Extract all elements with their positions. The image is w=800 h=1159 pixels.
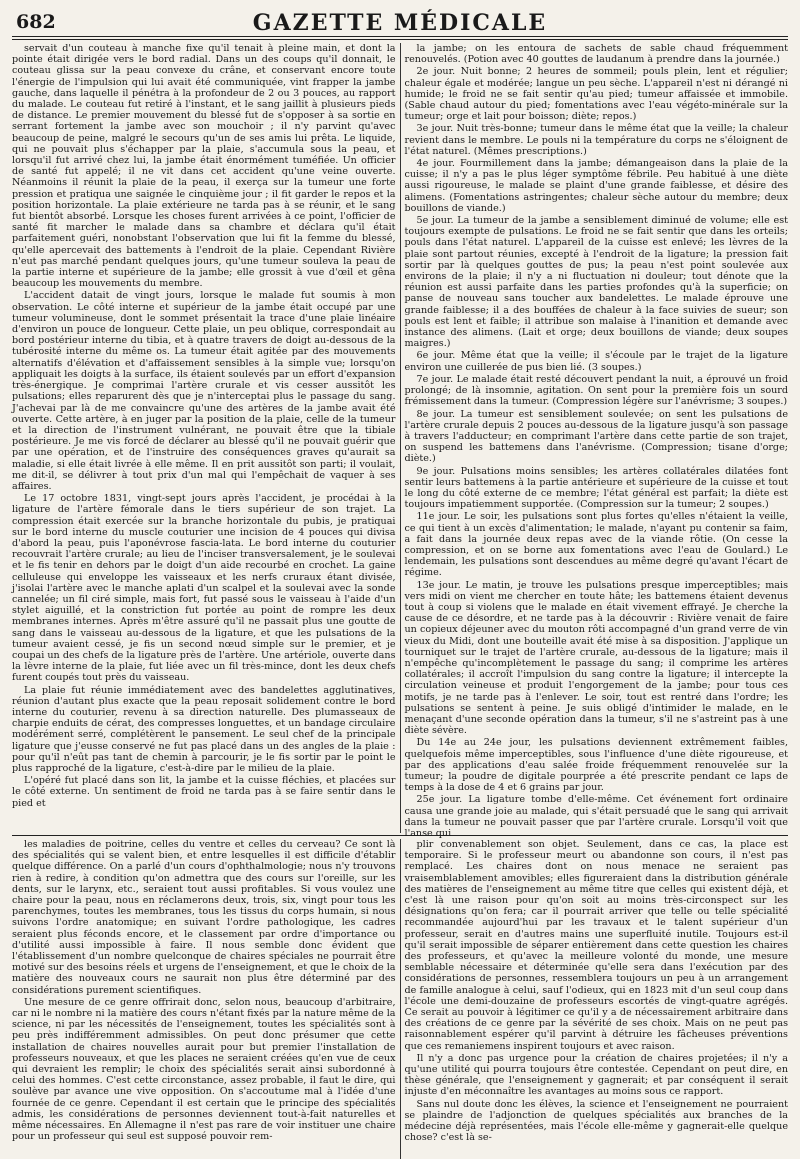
paragraph: 8e jour. La tumeur est sensiblement soulevée; on sent les pulsations de l'artère crurale depuis 2 pouces au-dessous de la ligature jusqu'à son passage à travers l'adducteur; en comprimant l'artère dans cette partie de son trajet, on suspend les battemens dans l'anévrisme. (Compression; tisane d'orge; diète.) (404, 408, 788, 465)
article-column-left (12, 43, 396, 833)
paragraph: Sans nul doute donc les élèves, la science et l'enseignement ne pourraient se plaindre de l'adjonction de quelques spécialités aux branches de la médecine déjà représentées, mais l'école elle-même y gagnerait-elle quelque chose? c'est là se- (404, 1098, 788, 1144)
column-divider (400, 839, 401, 1159)
feuilleton-column-left (12, 839, 396, 1159)
feuilleton-column-right (405, 839, 789, 1159)
paragraph: 6e jour. Même état que la veille; il s'écoule par le trajet de la ligature environ une cuillerée de pus bien lié. (3 soupes.) (404, 350, 788, 373)
paragraph: Du 14e au 24e jour, les pulsations deviennent extrêmement faibles, quelquefois même imperceptibles, sous l'influence d'une diète rigoureuse, et par des applications d'eau salée froide fréquemment renouvelée sur la tumeur; la poudre de digitale pourprée a été prescrite pendant ce laps de temps à la dose de 4 et 6 grains par jour. (404, 737, 788, 794)
article-section (12, 43, 788, 840)
paragraph: 25e jour. La ligature tombe d'elle-même. Cet événement fort ordinaire causa une grande joie au malade, qui s'était persuadé que le sang qui arrivait dans la tumeur ne pouvait passer que par l'artère crurale. Lorsqu'il voit que l'anse qui (404, 794, 788, 840)
paragraph: Une mesure de ce genre offrirait donc, selon nous, beaucoup d'arbitraire, car ni le nombre ni la matière des cours n'étant fixés par la nature même de la science, ni par les nécessités de l'enseignement, toutes les spécialités sont à peu près indifféremment admissibles. On peut donc présumer que cette installation de chaires nouvelles aurait pour but premier l'installation de professeurs nouveaux, et que les places ne seraient créées qu'en vue de ceux qui devraient les remplir; le choix des spécialités serait ainsi subordonné à celui des hommes. C'est cette circonstance, assez probable, il faut le dire, qui soulève par avance une vive opposition. On s'accoutume mal à l'idée d'une fournée de ce genre. Cependant il est certain que le principe des spécialités admis, les considérations de personnes deviennent tout-à-fait naturelles et même nécessaires. En Allemagne il n'est pas rare de voir instituer une chaire pour un professeur qui seul est supposé pouvoir rem- (12, 996, 396, 1143)
header-rule (12, 37, 788, 40)
paragraph: 4e jour. Fourmillement dans la jambe; démangeaison dans la plaie de la cuisse; il n'y a pas le plus léger symptôme fébrile. Peu habitué à une diète aussi rigoureuse, le malade se plaint d'une grande faiblesse, et désire des alimens. (Fomentations astringentes; chaleur sèche autour du membre; deux bouillons de viande.) (404, 158, 788, 214)
article-column-right (404, 43, 789, 840)
paragraph: 11e jour. Le soir, les pulsations sont plus fortes qu'elles n'étaient la veille, ce qui tient à un excès d'alimentation; le malade, n'ayant pu contenir sa faim, a fait dans la journée deux repas avec de la viande rôtie. (On cesse la compression, et on se borne aux fomentations avec l'eau de Goulard.) Le lendemain, les pulsations sont descendues au même degré qu'avant l'écart de régime. (404, 511, 788, 579)
feuilleton-section (12, 839, 788, 1159)
paragraph: les maladies de poitrine, celles du ventre et celles du cerveau? Ce sont là des spécialités qui se valent bien, et entre lesquelles il est difficile d'établir quelque différence. On a parlé d'un cours d'ophthalmologie; nous n'y trouvons rien à redire, à condition qu'on admettra que des cours sur l'oreille, sur les dents, sur le larynx, etc., seraient tout aussi profitables. Si vous voulez une chaire pour la peau, nous en réclamerons deux, trois, six, vingt pour tous les parenchymes, toutes les membranes, tous les tissus du corps humain, si nous suivons l'ordre anatomique; en suivant l'ordre pathologique, les cadres seraient plus féconds encore, et le classement par ordre d'importance ou d'utilité aussi impossible à faire. Il nous semble donc évident que l'établissement d'un nombre quelconque de chaires spéciales ne pourrait être motivé sur des besoins réels et urgens de l'enseignement, et que le choix de la matière des nouveaux cours ne saurait non plus être déterminé par des considérations purement scientifiques. (12, 839, 396, 996)
paragraph: plir convenablement son objet. Seulement, dans ce cas, la place est temporaire. Si le professeur meurt ou abandonne son cours, il n'est pas remplacé. Les chaires dont on nous menace ne seraient pas vraisemblablement amovibles; elles figureraient dans la distribution générale des matières de l'enseignement au même titre que celles qui existent déjà, et c'est là une raison pour qu'on soit au moins très-circonspect sur les désignations qu'on fera; car il pourrait arriver que telle ou telle spécialité recommandée aujourd'hui par les travaux et le talent supérieur d'un professeur, serait en d'autres mains une superfluité inutile. Toujours est-il qu'il serait impossible de séparer entièrement dans cette question les chaires des professeurs, et qu'avec la meilleure volonté du monde, une mesure semblable nécessaire et déterminée qu'elle sera dans l'exécution par des considérations de personnes, ressemblera toujours un peu à un arrangement de famille analogue à celui, sauf l'odieux, qui en 1823 mit d'un seul coup dans l'école une demi-douzaine de professeurs escortés de vingt-quatre agrégés. Ce serait au pouvoir à légitimer ce qu'il y a de nécessairement arbitraire dans des créations de ce genre par la sévérité de ses choix. Mais on ne peut pas raisonnablement espérer qu'il parvint à détruire les fâcheuses préventions que ces remaniemens inspirent toujours et avec raison. (404, 839, 788, 1052)
paragraph: 3e jour. Nuit très-bonne; tumeur dans le même état que la veille; la chaleur revient dans le membre. Le pouls ni la température du corps ne s'éloignent de l'état naturel. (Mêmes prescriptions.) (404, 123, 788, 157)
page-number: 682 (16, 11, 56, 33)
paragraph: 13e jour. Le matin, je trouve les pulsations presque imperceptibles; mais vers midi on vient me chercher en toute hâte; les battemens étaient devenus tout à coup si violens que le malade en était vivement effrayé. Je cherche la cause de ce désordre, et ne tarde pas à la découvrir : Rivière venait de faire un copieux déjeuner avec du mouton rôti accompagné d'un grand verre de vin vieux du Midi, dont une bouteille avait été mise à sa disposition. J'applique un tourniquet sur le trajet de l'artère crurale, au-dessous de la ligature; mais il n'empêche qu'incomplètement le passage du sang; il comprime les artères collatérales; il accroît l'impulsion du sang contre la ligature; il intercepte la circulation veineuse et produit l'engorgement de la jambe; pour tous ces motifs, je ne tarde pas à l'enlever. Le soir, tout est rentré dans l'ordre; les pulsations se sentent à peine. Je suis obligé d'intimider le malade, en le menaçant d'une seconde opération dans la tumeur, s'il ne s'astreint pas à une diète sévère. (404, 579, 788, 737)
paragraph: L'opéré fut placé dans son lit, la jambe et la cuisse fléchies, et placées sur le côté externe. Un sentiment de froid ne tarda pas à se faire sentir dans le pied et (12, 775, 396, 809)
paragraph: 7e jour. Le malade était resté découvert pendant la nuit, a éprouvé un froid prolongé; de là insomnie, agitation. On sent pour la première fois un sourd frémissement dans la tumeur. (Compression légère sur l'anévrisme; 3 soupes.) (404, 373, 788, 408)
page-header (12, 10, 788, 37)
paragraph: Le 17 octobre 1831, vingt-sept jours après l'accident, je procédai à la ligature de l'artère fémorale dans le tiers supérieur de son trajet. La compression était exercée sur la branche horizontale du pubis, je pratiquai sur le bord interne du muscle couturier une incision de 4 pouces qui divisa d'abord la peau, puis l'aponévrose fascia-lata. Le bord interne du couturier recouvrait l'artère crurale; au lieu de l'inciser transversalement, je le soulevai et le fis tenir en dehors par le doigt d'un aide recourbé en crochet. La gaine celluleuse qui enveloppe les vaisseaux et les nerfs cruraux étant divisée, j'isolai l'artère avec le manche aplati d'un scalpel et la soulevai avec la sonde cannelée; un fil ciré simple, mais fort, fut passé sous le vaisseau à l'aide d'un stylet aiguillé, et la constriction fut portée au point de rompre les deux membranes internes. Après m'être assuré qu'il ne passait plus une goutte de sang dans le vaisseau au-dessous de la ligature, et que les pulsations de la tumeur avaient cessé, je fis un second nœud simple sur le premier, et je coupai un des chefs de la ligature près de l'artère. Une artériole, ouverte dans la lèvre interne de la plaie, fut liée avec un fil très-mince, dont les deux chefs furent coupés tout près du vaisseau. (12, 493, 396, 684)
paragraph: L'accident datait de vingt jours, lorsque le malade fut soumis à mon observation. Le côté interne et supérieur de la jambe était occupé par une tumeur volumineuse, dont le sommet présentait la trace d'une plaie linéaire d'environ un pouce de longueur. Cette plaie, un peu oblique, correspondait au bord postérieur interne du tibia, et à quatre travers de doigt au-dessous de la tubérosité interne du même os. La tumeur était agitée par des mouvements alternatifs d'élévation et d'affaissement sensibles à la simple vue; lorsqu'on appliquait les doigts à la surface, ils étaient soulevés par un effort d'expansion très-énergique. Je comprimai l'artère crurale et vis cesser aussitôt les pulsations; elles reparurent dès que je n'interceptai plus le passage du sang. J'achevai par là de me convaincre qu'une des artères de la jambe avait été ouverte. Cette artère, à en juger par la position de la plaie, celle de la tumeur et la direction de l'instrument vulnérant, ne pouvait être que la tibiale postérieure. Je me vis forcé de déclarer au blessé qu'il ne pouvait guérir que par une opération, et de l'instruire des conséquences graves qu'aurait sa maladie, si elle était livrée à elle même. Il en prit aussitôt son parti; il voulait, me dit-il, se délivrer à tout prix d'un mal qui l'empêchait de vaquer à ses affaires. (12, 290, 396, 492)
journal-title: GAZETTE MÉDICALE (252, 10, 548, 36)
paragraph: 2e jour. Nuit bonne; 2 heures de sommeil; pouls plein, lent et régulier; chaleur égale et modérée; langue un peu sèche. L'appareil n'est ni dérangé ni humide; le froid ne se fait sentir qu'au pied; tumeur affaissée et immobile. (Sable chaud autour du pied; fomentations avec l'eau végéto-minérale sur la tumeur; orge et lait pour boisson; diète; repos.) (404, 66, 788, 123)
paragraph: servait d'un couteau à manche fixe qu'il tenait à pleine main, et dont la pointe était dirigée vers le bord radial. Dans un des coups qu'il donnait, le couteau glissa sur la peau convexe du crâne, et conservant encore toute l'énergie de l'impulsion qui lui avait été communiquée, vint frapper la jambe gauche, dans laquelle il pénétra à la profondeur de 2 ou 3 pouces, au rapport du malade. Le couteau fut retiré à l'instant, et le sang jaillit à plusieurs pieds de distance. Le premier mouvement du blessé fut de s'opposer à sa sortie en serrant fortement la jambe avec son mouchoir ; il n'y parvint qu'avec beaucoup de peine, malgré le secours qu'un de ses amis lui prêta. Le liquide, qui ne pouvait plus s'échapper par la plaie, s'accumula sous la peau, et lorsqu'il fut arrivé chez lui, la jambe était énormément tuméfiée. Un officier de santé fut appelé; il ne vit dans cet accident qu'une veine ouverte. Néanmoins il réunit la plaie de la peau, il exerça sur la tumeur une forte pression et pratiqua une saignée le cinquième jour ; il fit garder le repos et la position horizontale. La plaie extérieure ne tarda pas à se réunir, et le sang fut bientôt absorbé. Lorsque les choses furent arrivées à ce point, l'officier de santé fit marcher le malade dans sa chambre et déclara qu'il était parfaitement guéri, nonobstant l'observation que lui fit la femme du blessé, qu'elle apercevait des battements à l'endroit de la plaie. Cependant Rivière n'eut pas marché pendant quelques jours, qu'une tumeur souleva la peau de la partie interne et supérieure de la jambe; elle grossit à vue d'œil et gêna beaucoup les mouvements du membre. (12, 43, 396, 290)
paragraph: La plaie fut réunie immédiatement avec des bandelettes agglutinatives, réunion d'autant plus exacte que la peau reposait solidement contre le bord interne du couturier, revenu à sa direction naturelle. Des plumasseaux de charpie enduits de cérat, des compresses longuettes, et un bandage circulaire modérément serré, complétèrent le pansement. Le seul chef de la principale ligature que j'eusse conservé ne fut pas placé dans un des angles de la plaie : pour qu'il n'eût pas tant de chemin à parcourir, je le fis sortir par le point le plus rapproché de la ligature, c'est-à-dire par le milieu de la plaie. (12, 684, 396, 774)
column-divider (400, 43, 401, 833)
paragraph: la jambe; on les entoura de sachets de sable chaud fréquemment renouvelés. (Potion avec 40 gouttes de laudanum à prendre dans la journée.) (404, 43, 788, 66)
paragraph: 5e jour. La tumeur de la jambe a sensiblement diminué de volume; elle est toujours exempte de pulsations. Le froid ne se fait sentir que dans les orteils; pouls dans l'état naturel. L'appareil de la cuisse est enlevé; les lèvres de la plaie sont partout réunies, excepté à l'endroit de la ligature; la pression fait sortir par là quelques gouttes de pus; la peau n'est point soulevée aux environs de la plaie; il n'y a ni fluctuation ni douleur; tout dénote que la réunion est aussi parfaite dans les parties profondes qu'à la superficie; on panse de nouveau sans toucher aux bandelettes. Le malade éprouve une grande faiblesse; il a des bouffées de chaleur à la face suivies de sueur; son pouls est lent et faible; il attribue son malaise à l'inanition et demande avec instance des alimens. (Lait et orge; deux bouillons de viande; deux soupes maigres.) (404, 215, 788, 350)
paragraph: 9e jour. Pulsations moins sensibles; les artères collatérales dilatées font sentir leurs battemens à la partie antérieure et supérieure de la cuisse et tout le long du côté externe de ce membre; l'état général est parfait; la diète est toujours impatiemment supportée. (Compression sur la tumeur; 2 soupes.) (404, 465, 788, 511)
paragraph: Il n'y a donc pas urgence pour la création de chaires projetées; il n'y a qu'une utilité qui pourra toujours être contestée. Cependant on peut dire, en thèse générale, que l'enseignement y gagnerait; et par conséquent il serait injuste d'en méconnaître les avantages au moins sous ce rapport. (404, 1052, 788, 1098)
